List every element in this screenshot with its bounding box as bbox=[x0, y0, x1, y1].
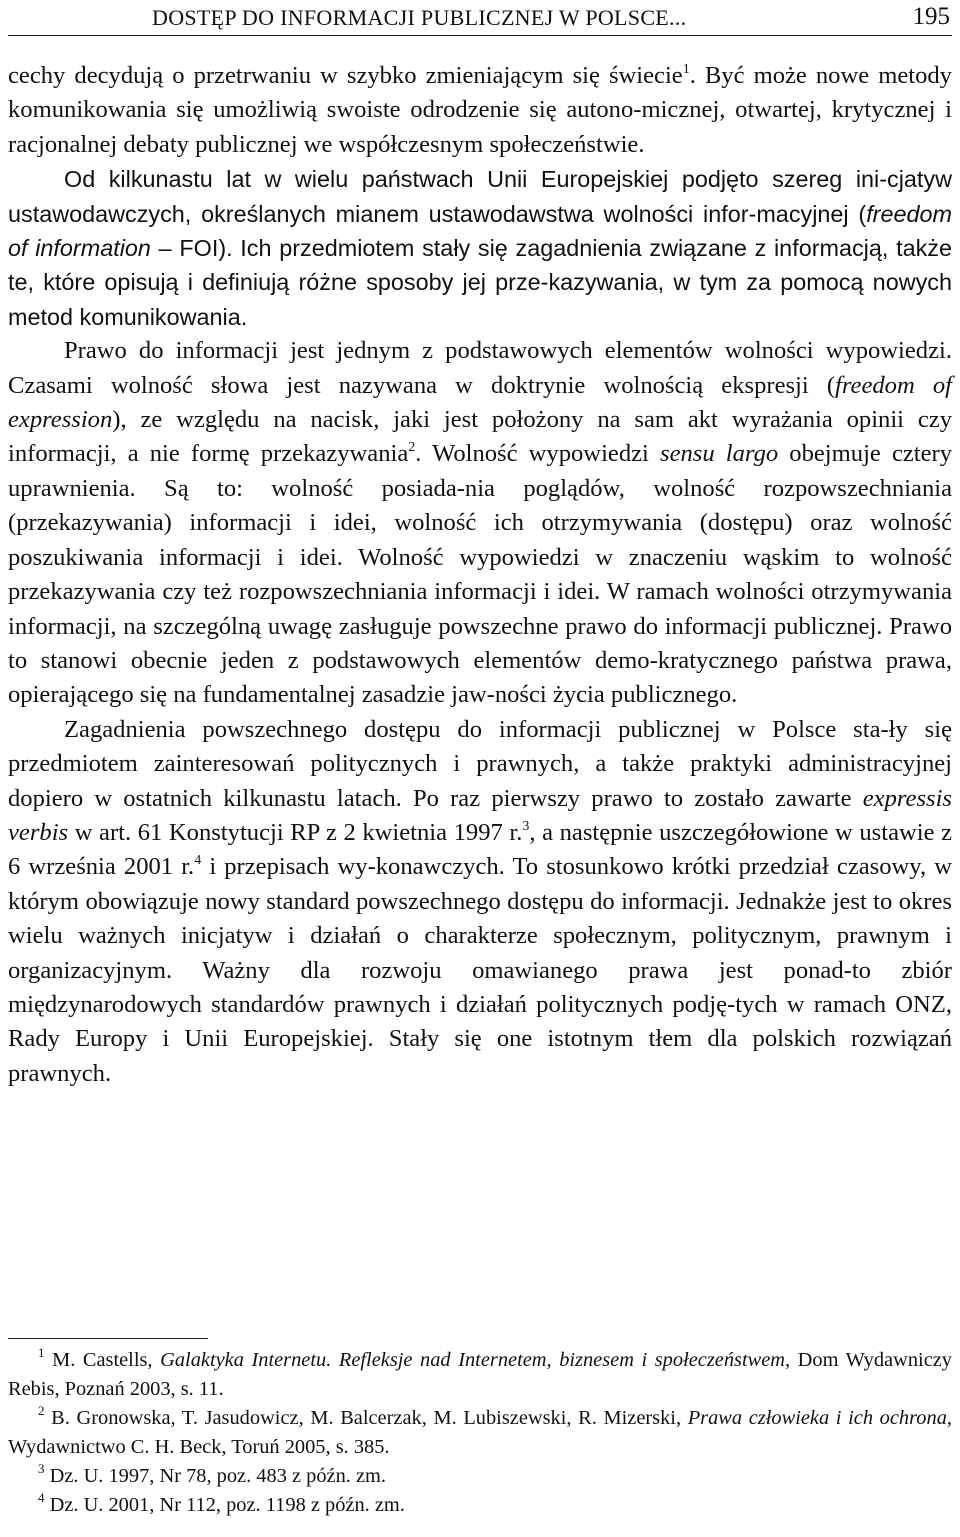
italic-term: freedom of information bbox=[8, 200, 952, 262]
text-run: ), ze względu na nacisk, jaki jest położony na sam akt wyrażania opinii czy informacji, a nie formę przekazywania bbox=[8, 406, 952, 468]
italic-title: Galaktyka Internetu. Refleksje nad Internetem, biznesem i społeczeństwem bbox=[160, 1349, 785, 1371]
text-run: B. Gronowska, T. Jasudowicz, M. Balcerzak, M. Lubiszewski, R. Mizerski, bbox=[44, 1407, 688, 1429]
text-run: M. Castells, bbox=[44, 1349, 161, 1371]
text-run: Dz. U. 1997, Nr 78, poz. 483 z późn. zm. bbox=[44, 1465, 386, 1487]
paragraph-4 bbox=[8, 713, 952, 1091]
paragraph-1 bbox=[8, 59, 952, 162]
footnote-3 bbox=[8, 1462, 952, 1491]
paragraph-3 bbox=[8, 334, 952, 712]
text-run: Zagadnienia powszechnego dostępu do informacji publicznej w Polsce sta-ły się przedmiotem zainteresowań politycznych i prawnych, a także praktyki administracyjnej dopiero w ostatnich kilkunastu latach. Po raz pierwszy prawo to zostało zawarte bbox=[8, 715, 952, 812]
body-text bbox=[8, 59, 952, 1091]
text-run: , Wydawnictwo C. H. Beck, Toruń 2005, s. 385. bbox=[8, 1407, 952, 1458]
italic-term: sensu largo bbox=[660, 440, 779, 468]
italic-title: Prawa człowieka i ich ochrona bbox=[687, 1407, 947, 1429]
footnote-ref-2[interactable]: 2 bbox=[408, 440, 416, 456]
text-run: – FOI). Ich przedmiotem stały się zagadnienia związane z informacją, także te, które opisują i definiują różne sposoby jej prze-kazywania, w tym za pomocą nowych metod komunikowania. bbox=[8, 235, 952, 330]
footnote-4 bbox=[8, 1491, 952, 1520]
footnote-1 bbox=[8, 1346, 952, 1404]
text-run: i przepisach wy-konawczych. To stosunkowo krótki przedział czasowy, w którym obowiązuje nowy standard powszechnego dostępu do informacji. Jednakże jest to okres wielu ważnych inicjatyw i działań o charakterze społecznym, politycznym, prawnym i organizacyjnym. Ważny dla rozwoju omawianego prawa jest ponad-to zbiór międzynarodowych standardów prawnych i działań politycznych podję-tych w ramach ONZ, Rady Europy i Unii Europejskiej. Stały się one istotnym tłem dla polskich rozwiązań prawnych. bbox=[8, 853, 953, 1087]
footnote-ref-3[interactable]: 3 bbox=[522, 818, 530, 834]
page-number: 195 bbox=[912, 3, 950, 30]
footnotes bbox=[8, 1346, 952, 1520]
footnote-ref-1[interactable]: 1 bbox=[682, 62, 690, 77]
italic-term: freedom of expression bbox=[8, 371, 952, 434]
footnote-number: 3 bbox=[38, 1461, 45, 1476]
footnote-number: 2 bbox=[38, 1403, 45, 1418]
text-run: Od kilkunastu lat w wielu państwach Unii Europejskiej podjęto szereg ini-cjatyw ustawodawczych, określanych mianem ustawodawstwa wolności infor-macyjnej ( bbox=[8, 166, 952, 227]
footnote-ref-4[interactable]: 4 bbox=[194, 853, 202, 869]
italic-term: expressis verbis bbox=[8, 784, 952, 846]
text-run: w art. 61 Konstytucji RP z 2 kwietnia 1997 r. bbox=[68, 818, 523, 846]
text-run: Prawo do informacji jest jednym z podstawowych elementów wolności wypowiedzi. Czasami wolność słowa jest nazywana w doktrynie wolnością ekspresji ( bbox=[8, 337, 952, 399]
text-run: . Być może nowe metody komunikowania się umożliwią swoiste odrodzenie się autono-micznej, otwartej, krytycznej i racjonalnej debaty publicznej we współczesnym społeczeństwie. bbox=[8, 62, 952, 158]
text-run: , Dom Wydawniczy Rebis, Poznań 2003, s. 11. bbox=[8, 1349, 952, 1400]
text-run: cechy decydują o przetrwaniu w szybko zmieniającym się świecie bbox=[8, 62, 683, 89]
text-run: , a następnie uszczegółowione w ustawie z 6 września 2001 r. bbox=[8, 818, 952, 881]
footnote-2 bbox=[8, 1404, 952, 1462]
text-run: obejmuje cztery uprawnienia. Są to: wolność posiada-nia poglądów, wolność rozpowszechniania (przekazywania) informacji i idei, wolność ich otrzymywania (dostępu) oraz wolność poszukiwania informacji i idei. Wolność wypowiedzi w znaczeniu wąskim to wolność przekazywania czy też rozpowszechniania informacji i idei. W ramach wolności otrzymywania informacji, na szczególną uwagę zasługuje powszechne prawo do informacji publicznej. Prawo to stanowi obecnie jeden z podstawowych elementów demo-kratycznego państwa prawa, opierającego się na fundamentalnej zasadzie jaw-ności życia publicznego. bbox=[8, 440, 953, 709]
running-title: DOSTĘP DO INFORMACJI PUBLICZNEJ W POLSCE... bbox=[152, 5, 687, 30]
paragraph-2 bbox=[8, 162, 952, 334]
footnote-number: 4 bbox=[38, 1490, 45, 1505]
running-header bbox=[8, 0, 952, 36]
footnote-number: 1 bbox=[38, 1345, 45, 1360]
footnote-divider bbox=[8, 1338, 208, 1339]
text-run: . Wolność wypowiedzi bbox=[415, 440, 660, 468]
text-run: Dz. U. 2001, Nr 112, poz. 1198 z późn. zm. bbox=[44, 1494, 405, 1516]
